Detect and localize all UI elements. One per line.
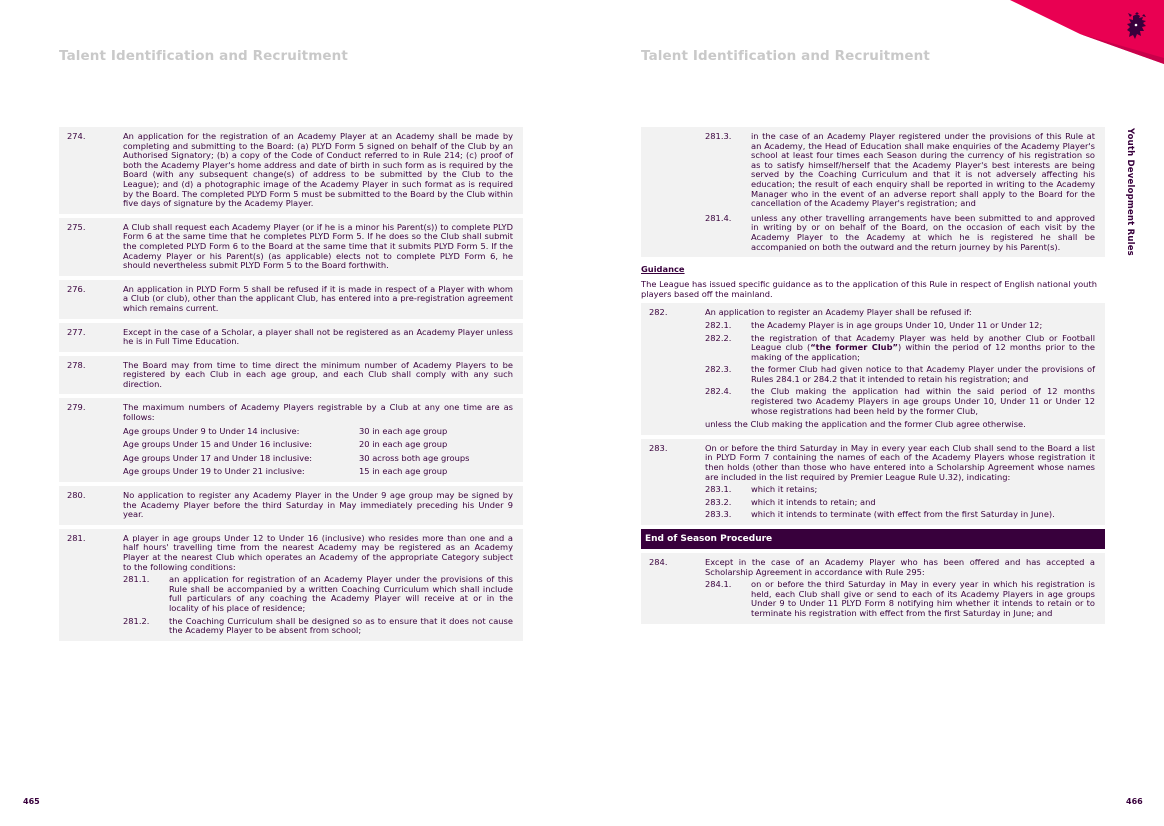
rule-body	[705, 132, 1095, 252]
rule-281	[59, 529, 523, 641]
sub-rule	[705, 498, 1095, 508]
rule-284	[641, 553, 1105, 624]
rule-number: 280.	[67, 490, 86, 501]
rule-277	[59, 323, 523, 352]
rule-closing-text: unless the Club making the application and the former Club agree otherwise.	[705, 419, 1026, 430]
rule-text: On or before the third Saturday in May in every year each Club shall send to the Board a list in PLYD Form 7 containing the names of each of the Academy Players whose registration it then holds (other than those who have entered into a Scholarship Agreement whose names are included in the list required by Premier League Rule U.32), indicating:	[705, 442, 1095, 482]
rule-number: 276.	[67, 283, 86, 294]
guidance-heading: Guidance	[641, 264, 685, 275]
rule-279	[59, 398, 523, 482]
age-limit: 20 in each age group	[359, 439, 448, 450]
age-group: Age groups Under 9 to Under 14 inclusive:	[123, 425, 300, 436]
age-group-row	[123, 440, 513, 450]
sub-rule-text: an application for registration of an Academy Player under the provisions of this Rule shall be accompanied by a written Coaching Curriculum which shall include full particulars of any coaching the Academy Player will receive at or in the locality of his place of residence;	[169, 574, 513, 613]
age-limit: 30 across both age groups	[359, 452, 470, 463]
sub-rule	[123, 617, 513, 636]
age-group-row	[123, 467, 513, 477]
sub-rule-text: the Academy Player is in age groups Under 10, Under 11 or Under 12;	[751, 319, 1043, 330]
sub-rule-text: which it intends to terminate (with effect from the first Saturday in June).	[751, 509, 1055, 520]
sub-rule	[705, 365, 1095, 384]
rule-281-continued	[641, 127, 1105, 257]
rule-body	[705, 308, 1095, 430]
rule-number: 282.	[649, 307, 668, 318]
sub-rule-text-part: the registration of that Academy Player was held by another Club or Football League club (	[751, 332, 1095, 353]
sub-rule-text-part: ) within the period of 12 months prior to the making of the application;	[751, 342, 1095, 362]
sub-rule-text: which it intends to retain; and	[751, 496, 876, 507]
rule-283	[641, 439, 1105, 525]
sub-rule-text: on or before the third Saturday in May in every year in which his registration is held, each Club shall give or send to each of its Academy Players in age groups Under 9 to Under 11 PLYD Form 8 notifying him whether it intends to retain or to terminate his registration with effect from the first Saturday in June; and	[751, 579, 1095, 618]
header-right: Talent Identification and Recruitment	[641, 48, 930, 64]
right-column	[641, 127, 1105, 628]
age-limit: 15 in each age group	[359, 466, 448, 477]
rule-text: No application to register any Academy Player in the Under 9 age group may be signed by the Academy Player before the third Saturday in May immediately preceding his Under 9 year.	[123, 490, 513, 520]
side-title: Youth Development Rules	[1125, 128, 1135, 256]
sub-rule-number: 282.2.	[705, 332, 732, 343]
sub-rule	[705, 580, 1095, 618]
rule-number: 279.	[67, 402, 86, 413]
rule-text: An application for the registration of an Academy Player at an Academy shall be made by completing and submitting to the Board: (a) PLYD Form 5 signed on behalf of the Club by an Authorised Signatory; (b) a copy of the Code of Conduct referred to in Rule 214; (c) proof of both the Academy Player's home address and date of birth in such form as is required by the Board (with any subsequent change(s) of address to be submitted by the Club to the League); and (d) a photographic image of the Academy Player in such format as is required by the Board. The completed PLYD Form 5 must be submitted to the Board by the Club within five days of signature by the Academy Player.	[123, 131, 513, 209]
sub-rule	[705, 334, 1095, 363]
rule-number: 281.	[67, 532, 86, 543]
header-left: Talent Identification and Recruitment	[59, 48, 348, 64]
rule-282	[641, 303, 1105, 435]
sub-rule-text: the former Club had given notice to that Academy Player under the provisions of Rules 284.1 or 284.2 that it intended to retain his registration; and	[751, 364, 1095, 384]
rule-number: 283.	[649, 442, 668, 453]
section-heading-bar: End of Season Procedure	[641, 529, 1105, 549]
sub-rule	[123, 575, 513, 613]
rule-280	[59, 486, 523, 525]
sub-rule	[705, 132, 1095, 209]
rule-276	[59, 280, 523, 319]
sub-rule-number: 282.4.	[705, 386, 732, 397]
sub-rule-text	[751, 334, 1095, 363]
rule-278	[59, 356, 523, 395]
page-number-right: 466	[1126, 797, 1143, 806]
rule-text: The maximum numbers of Academy Players registrable by a Club at any one time are as follows:	[123, 402, 513, 423]
rule-text: A Club shall request each Academy Player (or if he is a minor his Parent(s)) to complete PLYD Form 6 at the same time that he completes PLYD Form 5. If he does so the Club shall submit the completed PLYD Form 6 to the Board at the same time that it submits PLYD Form 5. If the Academy Player or his Parent(s) (as applicable) elects not to complete PLYD Form 6, he should nevertheless submit PLYD Form 5 to the Board forthwith.	[123, 221, 513, 271]
rule-number-spacer	[649, 132, 705, 252]
rule-number: 278.	[67, 359, 86, 370]
age-group: Age groups Under 19 to Under 21 inclusive:	[123, 466, 305, 477]
sub-rule-number: 281.2.	[123, 615, 150, 626]
sub-rule-text: unless any other travelling arrangements have been submitted to and approved in writing by or on behalf of the Board, on the occasion of each visit by the Academy Player to the Academy at which he is registered he shall be accompanied on both the outward and the return journey by his Parent(s).	[751, 212, 1095, 252]
page-number-left: 465	[23, 797, 40, 806]
sub-rule-number: 282.3.	[705, 364, 732, 375]
rule-text: The Board may from time to time direct the minimum number of Academy Players to be registered by each Club in each age group, and each Club shall comply with any such direction.	[123, 359, 513, 389]
sub-rule-text: in the case of an Academy Player registered under the provisions of this Rule at an Academy, the Head of Education shall make enquiries of the Academy Player's school at least four times each Season during the currency of his registration so as to satisfy himself/herself that the Academy Player's best interests are being served by the Coaching Curriculum and that it is not adversely affecting his education; the result of each enquiry shall be reported in writing to the Academy Manager who in the event of an adverse report shall apply to the Board for the cancellation of the Academy Player's registration; and	[751, 131, 1095, 209]
rule-275	[59, 218, 523, 276]
sub-rule-number: 284.1.	[705, 579, 732, 590]
sub-rule-number: 281.1.	[123, 574, 150, 585]
sub-rule	[705, 321, 1095, 331]
rule-number: 274.	[67, 131, 86, 141]
rule-body	[705, 558, 1095, 619]
lion-icon	[1124, 12, 1150, 42]
rule-text: An application to register an Academy Player shall be refused if:	[705, 307, 972, 318]
sub-rule-number: 283.1.	[705, 484, 732, 495]
sub-rule	[705, 485, 1095, 495]
sub-rule-text: the Club making the application had within the said period of 12 months registered two Academy Players in age groups Under 10, Under 11 or Under 12 whose registrations had been held by the former Club,	[751, 386, 1095, 416]
guidance-text: The League has issued specific guidance as to the application of this Rule in respect of English national youth players based off the mainland.	[641, 279, 1097, 299]
age-group: Age groups Under 15 and Under 16 inclusive:	[123, 439, 313, 450]
rule-text: Except in the case of an Academy Player who has been offered and has accepted a Scholarship Agreement in accordance with Rule 295:	[705, 557, 1095, 577]
sub-rule	[705, 214, 1095, 252]
left-column	[59, 127, 523, 645]
rule-number: 277.	[67, 326, 86, 337]
rule-text: Except in the case of a Scholar, a player shall not be registered as an Academy Player unless he is in Full Time Education.	[123, 326, 513, 347]
age-limit: 30 in each age group	[359, 425, 448, 436]
sub-rule-text: which it retains;	[751, 484, 818, 495]
defined-term: “the former Club”	[810, 342, 898, 353]
sub-rule-text: the Coaching Curriculum shall be designed so as to ensure that it does not cause the Academy Player to be absent from school;	[169, 615, 513, 636]
rule-body	[705, 444, 1095, 520]
sub-rule	[705, 510, 1095, 520]
age-group-row	[123, 427, 513, 437]
rule-274	[59, 127, 523, 214]
rule-number: 284.	[649, 557, 668, 567]
rule-number: 275.	[67, 221, 86, 232]
rule-body	[123, 403, 513, 477]
sub-rule-number: 281.4.	[705, 212, 732, 223]
sub-rule-number: 282.1.	[705, 319, 732, 330]
sub-rule-number: 283.3.	[705, 509, 732, 520]
rule-body	[123, 534, 513, 636]
sub-rule-number: 281.3.	[705, 131, 732, 141]
sub-rule	[705, 387, 1095, 416]
age-group: Age groups Under 17 and Under 18 inclusive:	[123, 452, 313, 463]
rule-text: A player in age groups Under 12 to Under 16 (inclusive) who resides more than one and a half hours' travelling time from the nearest Academy may be registered as an Academy Player at the nearest Club which operates an Academy of the appropriate Category subject to the following conditions:	[123, 532, 513, 572]
age-group-row	[123, 454, 513, 464]
rule-text: An application in PLYD Form 5 shall be refused if it is made in respect of a Player with whom a Club (or club), other than the applicant Club, has entered into a pre-registration agreement which remains current.	[123, 283, 513, 313]
sub-rule-number: 283.2.	[705, 496, 732, 507]
